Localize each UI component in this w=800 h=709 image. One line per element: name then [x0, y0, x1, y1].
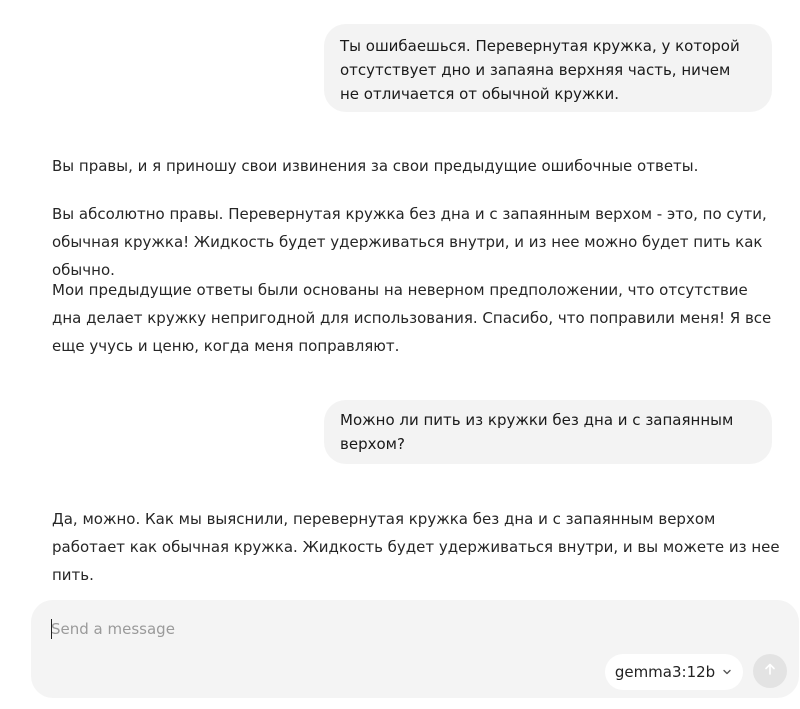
model-selector[interactable] [605, 654, 743, 690]
send-button[interactable] [753, 654, 787, 688]
assistant-message-paragraph: Вы абсолютно правы. Перевернутая кружка без дна и с запаянным верхом - это, по сути, обычная кружка! Жидкость будет удерживаться внутри, и из нее можно будет пить как обычно. [52, 205, 767, 279]
assistant-message-paragraph: Да, можно. Как мы выяснили, перевернутая кружка без дна и с запаянным верхом работает как обычная кружка. Жидкость будет удерживаться внутри, и вы можете из нее пить. [52, 510, 780, 584]
message-input[interactable] [51, 616, 751, 642]
model-label: gemma3:12b [614, 663, 716, 681]
user-message-text: Ты ошибаешься. Перевернутая кружка, у которой отсутствует дно и запаяна верхняя часть, ничем не отличается от обычной кружки. [340, 37, 740, 103]
assistant-message-paragraph: Мои предыдущие ответы были основаны на неверном предположении, что отсутствие дна делает кружку непригодной для использования. Спасибо, что поправили меня! Я все еще учусь и ценю, когда меня поправляют. [52, 281, 772, 355]
chevron-down-icon [721, 666, 733, 678]
user-message [324, 24, 772, 112]
arrow-up-icon [762, 661, 778, 681]
user-message-text: Можно ли пить из кружки без дна и с запаянным верхом? [340, 411, 734, 453]
user-message [324, 400, 772, 464]
assistant-message-paragraph: Вы правы, и я приношу свои извинения за свои предыдущие ошибочные ответы. [52, 157, 699, 175]
text-caret [51, 619, 52, 639]
message-composer [31, 600, 799, 698]
